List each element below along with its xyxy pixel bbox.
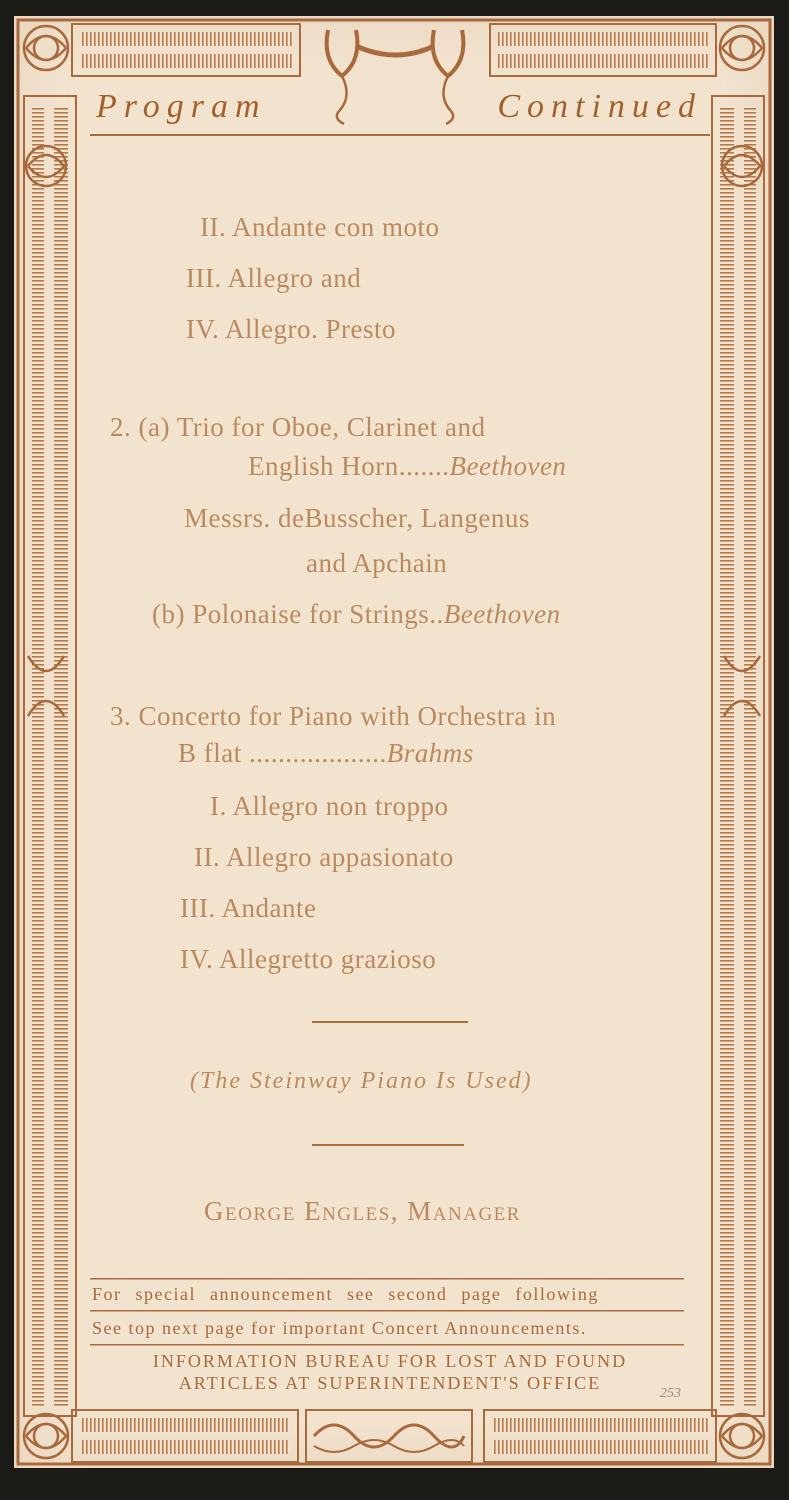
header-program: Program xyxy=(96,88,267,125)
movement-row: II. Allegro appasionato xyxy=(194,842,454,872)
footer-announcement: For special announcement see second page following xyxy=(92,1284,599,1304)
page-mark: 253 xyxy=(660,1386,681,1401)
divider xyxy=(312,1144,464,1146)
movement-row: II. Andante con moto xyxy=(200,212,440,242)
footer-concert-announcements: See top next page for important Concert Announcements. xyxy=(92,1318,587,1338)
item2-line2: English Horn.......Beethoven xyxy=(248,451,567,481)
program-card xyxy=(14,16,774,1468)
movement-row: IV. Allegretto grazioso xyxy=(180,944,437,974)
movement-row: III. Allegro and xyxy=(186,263,362,293)
movement-row: III. Andante xyxy=(180,893,317,923)
manager-credit: George Engles, Manager xyxy=(204,1196,521,1226)
movement-row: I. Allegro non troppo xyxy=(210,791,449,821)
divider xyxy=(312,1021,468,1023)
item3-line1: 3. Concerto for Piano with Orchestra in xyxy=(110,701,557,731)
piano-note: (The Steinway Piano Is Used) xyxy=(190,1068,533,1094)
item2-performers: Messrs. deBusscher, Langenus xyxy=(184,503,530,533)
header-continued: Continued xyxy=(497,88,702,125)
movement-row: IV. Allegro. Presto xyxy=(186,314,397,344)
item3-line2: B flat ...................Brahms xyxy=(178,738,474,768)
item2-line1: 2. (a) Trio for Oboe, Clarinet and xyxy=(110,412,486,442)
footer-info-bureau: INFORMATION BUREAU FOR LOST AND FOUND ARTICLES AT SUPERINTENDENT'S OFFICE xyxy=(152,1351,628,1393)
item2-performers-cont: and Apchain xyxy=(306,548,448,578)
item2-part-b: (b) Polonaise for Strings..Beethoven xyxy=(152,599,561,629)
